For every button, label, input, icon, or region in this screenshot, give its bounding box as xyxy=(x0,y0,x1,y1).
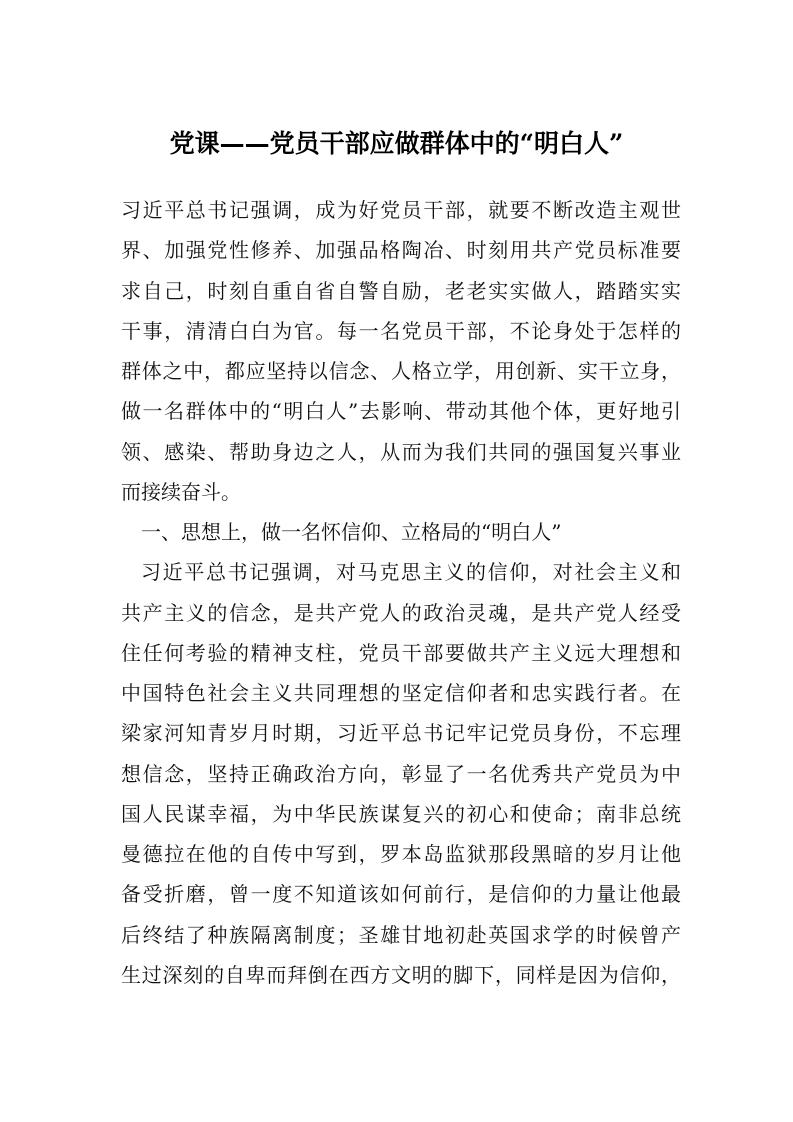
section-heading: 一、思想上，做一名怀信仰、立格局的“明白人” xyxy=(141,520,562,544)
body-line: 习近平总书记强调，成为好党员干部，就要不断改造主观世 xyxy=(121,198,681,222)
body-line: 国人民谋幸福，为中华民族谋复兴的初心和使命；南非总统 xyxy=(121,801,681,826)
body-line: 求自己，时刻自重自省自警自励，老老实实做人，踏踏实实 xyxy=(121,278,681,303)
body-line: 界、加强党性修养、加强品格陶冶、时刻用共产党员标准要 xyxy=(121,238,681,263)
body-line: 领、感染、帮助身边之人，从而为我们共同的强国复兴事业 xyxy=(121,439,681,464)
body-line: 住任何考验的精神支柱，党员干部要做共产主义远大理想和 xyxy=(121,640,681,665)
body-line: 习近平总书记强调，对马克思主义的信仰，对社会主义和 xyxy=(141,560,681,585)
body-line: 共产主义的信念，是共产党人的政治灵魂，是共产党人经受 xyxy=(121,600,681,625)
body-line: 干事，清清白白为官。每一名党员干部，不论身处于怎样的 xyxy=(121,318,681,343)
body-line: 群体之中，都应坚持以信念、人格立学，用创新、实干立身， xyxy=(121,359,681,383)
body-line: 而接续奋斗。 xyxy=(121,479,241,504)
document-body xyxy=(121,190,681,995)
body-line: 后终结了种族隔离制度；圣雄甘地初赴英国求学的时候曾产 xyxy=(121,922,681,947)
body-line: 曼德拉在他的自传中写到，罗本岛监狱那段黑暗的岁月让他 xyxy=(121,842,681,866)
body-line: 备受折磨，曾一度不知道该如何前行，是信仰的力量让他最 xyxy=(121,882,681,907)
body-line: 想信念，坚持正确政治方向，彰显了一名优秀共产党员为中 xyxy=(121,761,681,786)
body-line: 中国特色社会主义共同理想的坚定信仰者和忠实践行者。在 xyxy=(121,681,681,705)
body-line: 做一名群体中的“明白人”去影响、带动其他个体，更好地引 xyxy=(121,399,681,424)
body-line: 梁家河知青岁月时期，习近平总书记牢记党员身份，不忘理 xyxy=(121,721,681,746)
body-line: 生过深刻的自卑而拜倒在西方文明的脚下，同样是因为信仰， xyxy=(121,962,681,987)
document-title: 党课——党员干部应做群体中的“明白人” xyxy=(169,129,624,158)
